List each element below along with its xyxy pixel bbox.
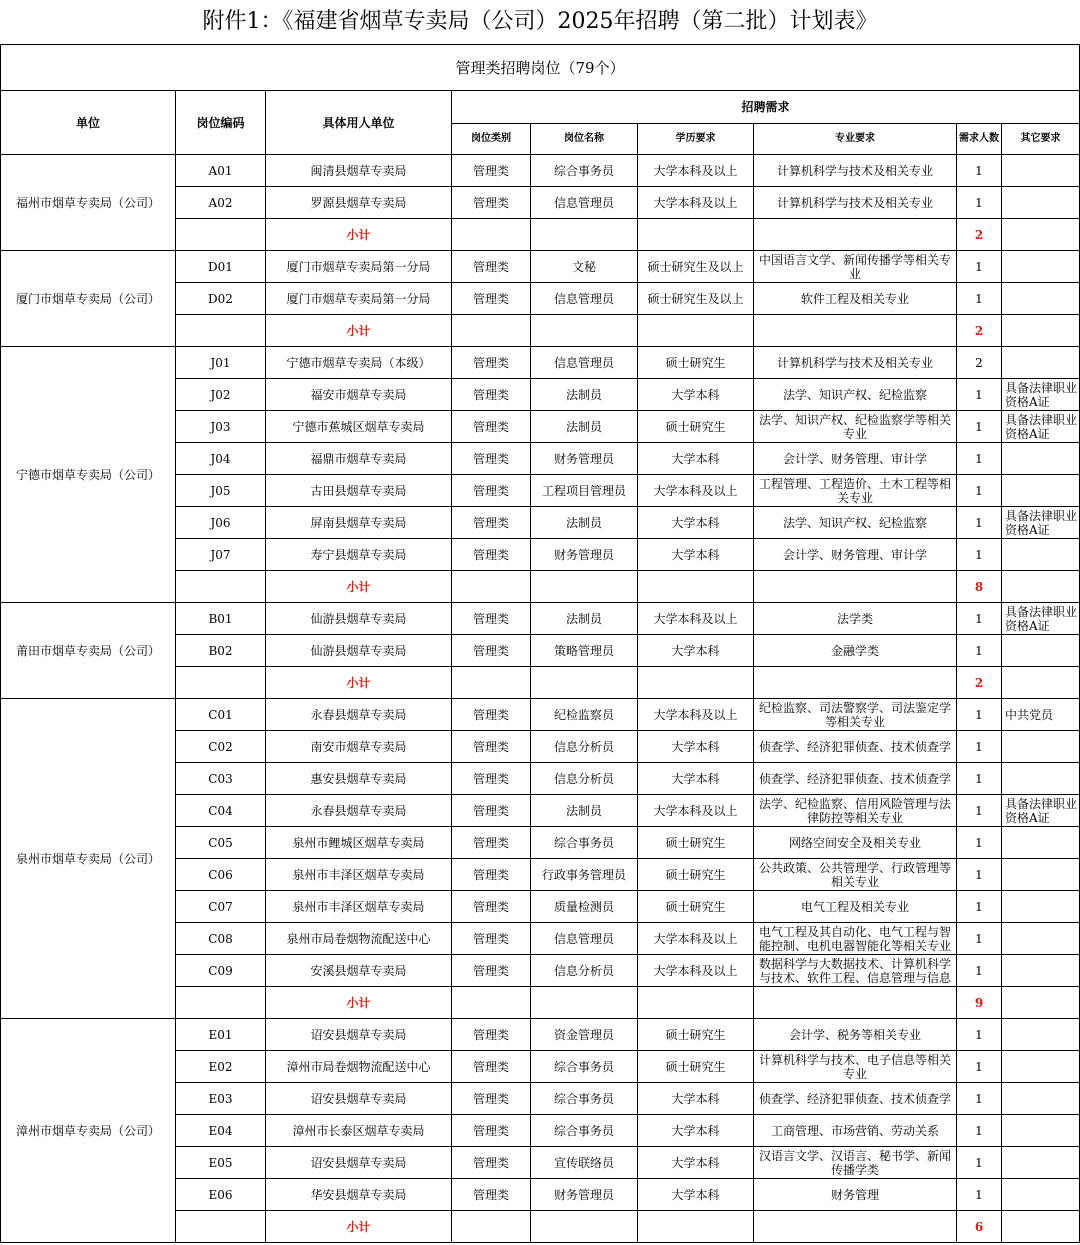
code-cell: E04: [176, 1115, 266, 1147]
position-name-cell: 法制员: [531, 379, 638, 411]
blank-cell: [531, 219, 638, 251]
other-requirement-cell: [1002, 635, 1080, 667]
code-cell: B01: [176, 603, 266, 635]
blank-cell: [452, 667, 531, 699]
other-requirement-cell: [1002, 539, 1080, 571]
education-cell: 硕士研究生: [638, 891, 754, 923]
dept-cell: 仙游县烟草专卖局: [266, 603, 452, 635]
education-cell: 大学本科及以上: [638, 955, 754, 987]
blank-cell: [754, 1211, 957, 1243]
blank-cell: [176, 667, 266, 699]
dept-cell: 宁德市蕉城区烟草专卖局: [266, 411, 452, 443]
major-cell: 汉语言文学、汉语言、秘书学、新闻传播学类: [754, 1147, 957, 1179]
dept-cell: 永春县烟草专卖局: [266, 795, 452, 827]
major-cell: 计算机科学与技术、电子信息等相关专业: [754, 1051, 957, 1083]
position-name-cell: 文秘: [531, 251, 638, 283]
major-cell: 工商管理、市场营销、劳动关系: [754, 1115, 957, 1147]
count-cell: 1: [957, 1115, 1002, 1147]
other-requirement-cell: [1002, 1115, 1080, 1147]
code-cell: C01: [176, 699, 266, 731]
category-cell: 管理类: [452, 699, 531, 731]
count-cell: 1: [957, 411, 1002, 443]
position-name-cell: 质量检测员: [531, 891, 638, 923]
dept-cell: 仙游县烟草专卖局: [266, 635, 452, 667]
position-name-cell: 法制员: [531, 411, 638, 443]
position-name-cell: 财务管理员: [531, 1179, 638, 1211]
unit-cell: 莆田市烟草专卖局（公司）: [1, 603, 176, 699]
count-cell: 1: [957, 955, 1002, 987]
blank-cell: [452, 1211, 531, 1243]
code-cell: D01: [176, 251, 266, 283]
subtotal-count: 6: [957, 1211, 1002, 1243]
major-cell: 侦查学、经济犯罪侦查、技术侦查学: [754, 763, 957, 795]
count-cell: 1: [957, 1083, 1002, 1115]
position-name-cell: 法制员: [531, 507, 638, 539]
blank-cell: [638, 667, 754, 699]
blank-cell: [638, 1211, 754, 1243]
major-cell: 软件工程及相关专业: [754, 283, 957, 315]
dept-cell: 宁德市烟草专卖局（本级）: [266, 347, 452, 379]
count-cell: 1: [957, 1019, 1002, 1051]
other-requirement-cell: [1002, 475, 1080, 507]
count-cell: 1: [957, 1147, 1002, 1179]
position-name-cell: 信息管理员: [531, 347, 638, 379]
header-name: 岗位名称: [531, 124, 638, 155]
header-other: 其它要求: [1002, 124, 1080, 155]
count-cell: 1: [957, 891, 1002, 923]
category-cell: 管理类: [452, 379, 531, 411]
subtotal-count: 2: [957, 219, 1002, 251]
dept-cell: 惠安县烟草专卖局: [266, 763, 452, 795]
position-name-cell: 综合事务员: [531, 1051, 638, 1083]
category-cell: 管理类: [452, 155, 531, 187]
other-requirement-cell: [1002, 1051, 1080, 1083]
code-cell: C03: [176, 763, 266, 795]
unit-cell: 宁德市烟草专卖局（公司）: [1, 347, 176, 603]
count-cell: 1: [957, 827, 1002, 859]
category-cell: 管理类: [452, 859, 531, 891]
count-cell: 1: [957, 475, 1002, 507]
education-cell: 大学本科: [638, 539, 754, 571]
category-cell: 管理类: [452, 955, 531, 987]
code-cell: C08: [176, 923, 266, 955]
category-cell: 管理类: [452, 795, 531, 827]
education-cell: 大学本科: [638, 1179, 754, 1211]
dept-cell: 寿宁县烟草专卖局: [266, 539, 452, 571]
subtotal-count: 8: [957, 571, 1002, 603]
education-cell: 硕士研究生: [638, 347, 754, 379]
code-cell: J01: [176, 347, 266, 379]
major-cell: 计算机科学与技术及相关专业: [754, 187, 957, 219]
education-cell: 大学本科: [638, 379, 754, 411]
major-cell: 金融学类: [754, 635, 957, 667]
blank-cell: [754, 315, 957, 347]
subtotal-label: 小计: [266, 667, 452, 699]
code-cell: J05: [176, 475, 266, 507]
blank-cell: [531, 667, 638, 699]
dept-cell: 诏安县烟草专卖局: [266, 1083, 452, 1115]
major-cell: 电气工程及其自动化、电气工程与智能控制、电机电器智能化等相关专业: [754, 923, 957, 955]
subtotal-count: 2: [957, 667, 1002, 699]
other-requirement-cell: [1002, 283, 1080, 315]
table-row: [1, 251, 1080, 283]
table-row: [1, 1019, 1080, 1051]
count-cell: 1: [957, 507, 1002, 539]
blank-cell: [1002, 571, 1080, 603]
count-cell: 1: [957, 859, 1002, 891]
blank-cell: [754, 571, 957, 603]
header-major: 专业要求: [754, 124, 957, 155]
education-cell: 大学本科: [638, 1115, 754, 1147]
count-cell: 2: [957, 347, 1002, 379]
major-cell: 数据科学与大数据技术、计算机科学与技术、软件工程、信息管理与信息: [754, 955, 957, 987]
education-cell: 大学本科及以上: [638, 155, 754, 187]
blank-cell: [1002, 315, 1080, 347]
dept-cell: 闽清县烟草专卖局: [266, 155, 452, 187]
other-requirement-cell: [1002, 251, 1080, 283]
other-requirement-cell: [1002, 891, 1080, 923]
code-cell: J07: [176, 539, 266, 571]
code-cell: A01: [176, 155, 266, 187]
blank-cell: [176, 219, 266, 251]
blank-cell: [1002, 219, 1080, 251]
position-name-cell: 信息分析员: [531, 731, 638, 763]
blank-cell: [1002, 987, 1080, 1019]
education-cell: 大学本科: [638, 1083, 754, 1115]
major-cell: 网络空间安全及相关专业: [754, 827, 957, 859]
header-category: 岗位类别: [452, 124, 531, 155]
unit-cell: 泉州市烟草专卖局（公司）: [1, 699, 176, 1019]
major-cell: 法学、纪检监察、信用风险管理与法律防控等相关专业: [754, 795, 957, 827]
blank-cell: [452, 219, 531, 251]
major-cell: 财务管理: [754, 1179, 957, 1211]
dept-cell: 泉州市局卷烟物流配送中心: [266, 923, 452, 955]
category-cell: 管理类: [452, 1179, 531, 1211]
blank-cell: [176, 571, 266, 603]
code-cell: J06: [176, 507, 266, 539]
count-cell: 1: [957, 283, 1002, 315]
category-cell: 管理类: [452, 923, 531, 955]
major-cell: 会计学、财务管理、审计学: [754, 539, 957, 571]
other-requirement-cell: [1002, 187, 1080, 219]
position-name-cell: 综合事务员: [531, 827, 638, 859]
code-cell: C02: [176, 731, 266, 763]
subtotal-count: 2: [957, 315, 1002, 347]
blank-cell: [531, 315, 638, 347]
header-unit: 单位: [1, 91, 176, 155]
education-cell: 硕士研究生及以上: [638, 283, 754, 315]
count-cell: 1: [957, 379, 1002, 411]
other-requirement-cell: [1002, 1147, 1080, 1179]
header-code: 岗位编码: [176, 91, 266, 155]
other-requirement-cell: [1002, 827, 1080, 859]
other-requirement-cell: 具备法律职业资格A证: [1002, 411, 1080, 443]
other-requirement-cell: 中共党员: [1002, 699, 1080, 731]
other-requirement-cell: 具备法律职业资格A证: [1002, 507, 1080, 539]
recruitment-plan-table: [0, 44, 1080, 1243]
dept-cell: 安溪县烟草专卖局: [266, 955, 452, 987]
other-requirement-cell: [1002, 1179, 1080, 1211]
blank-cell: [754, 219, 957, 251]
education-cell: 硕士研究生: [638, 859, 754, 891]
count-cell: 1: [957, 923, 1002, 955]
other-requirement-cell: [1002, 1019, 1080, 1051]
blank-cell: [452, 571, 531, 603]
education-cell: 大学本科及以上: [638, 923, 754, 955]
category-cell: 管理类: [452, 1083, 531, 1115]
major-cell: 侦查学、经济犯罪侦查、技术侦查学: [754, 731, 957, 763]
blank-cell: [452, 315, 531, 347]
education-cell: 大学本科: [638, 507, 754, 539]
position-name-cell: 信息管理员: [531, 283, 638, 315]
category-cell: 管理类: [452, 763, 531, 795]
category-cell: 管理类: [452, 251, 531, 283]
count-cell: 1: [957, 763, 1002, 795]
dept-cell: 厦门市烟草专卖局第一分局: [266, 251, 452, 283]
education-cell: 硕士研究生: [638, 1019, 754, 1051]
position-name-cell: 信息管理员: [531, 923, 638, 955]
category-cell: 管理类: [452, 1019, 531, 1051]
dept-cell: 漳州市长泰区烟草专卖局: [266, 1115, 452, 1147]
other-requirement-cell: [1002, 955, 1080, 987]
education-cell: 大学本科: [638, 443, 754, 475]
dept-cell: 漳州市局卷烟物流配送中心: [266, 1051, 452, 1083]
header-dept: 具体用人单位: [266, 91, 452, 155]
category-cell: 管理类: [452, 283, 531, 315]
category-cell: 管理类: [452, 1051, 531, 1083]
code-cell: D02: [176, 283, 266, 315]
code-cell: E03: [176, 1083, 266, 1115]
other-requirement-cell: [1002, 923, 1080, 955]
other-requirement-cell: [1002, 155, 1080, 187]
document-title: 附件1：《福建省烟草专卖局（公司）2025年招聘（第二批）计划表》: [202, 9, 878, 34]
position-name-cell: 策略管理员: [531, 635, 638, 667]
other-requirement-cell: [1002, 763, 1080, 795]
blank-cell: [531, 571, 638, 603]
position-name-cell: 资金管理员: [531, 1019, 638, 1051]
major-cell: 会计学、财务管理、审计学: [754, 443, 957, 475]
blank-cell: [452, 987, 531, 1019]
education-cell: 大学本科及以上: [638, 603, 754, 635]
other-requirement-cell: [1002, 347, 1080, 379]
code-cell: J03: [176, 411, 266, 443]
count-cell: 1: [957, 539, 1002, 571]
major-cell: 中国语言文学、新闻传播学等相关专业: [754, 251, 957, 283]
code-cell: C09: [176, 955, 266, 987]
count-cell: 1: [957, 187, 1002, 219]
blank-cell: [638, 315, 754, 347]
table-row: [1, 347, 1080, 379]
education-cell: 大学本科及以上: [638, 795, 754, 827]
code-cell: C07: [176, 891, 266, 923]
header-count: 需求人数: [957, 124, 1002, 155]
count-cell: 1: [957, 155, 1002, 187]
major-cell: 计算机科学与技术及相关专业: [754, 155, 957, 187]
code-cell: J04: [176, 443, 266, 475]
major-cell: 法学类: [754, 603, 957, 635]
code-cell: C06: [176, 859, 266, 891]
dept-cell: 诏安县烟草专卖局: [266, 1147, 452, 1179]
table-row: [1, 155, 1080, 187]
dept-cell: 永春县烟草专卖局: [266, 699, 452, 731]
position-name-cell: 宣传联络员: [531, 1147, 638, 1179]
other-requirement-cell: 具备法律职业资格A证: [1002, 603, 1080, 635]
header-edu: 学历要求: [638, 124, 754, 155]
category-cell: 管理类: [452, 635, 531, 667]
count-cell: 1: [957, 731, 1002, 763]
category-cell: 管理类: [452, 475, 531, 507]
count-cell: 1: [957, 1179, 1002, 1211]
code-cell: C04: [176, 795, 266, 827]
code-cell: E02: [176, 1051, 266, 1083]
category-cell: 管理类: [452, 443, 531, 475]
dept-cell: 诏安县烟草专卖局: [266, 1019, 452, 1051]
unit-cell: 厦门市烟草专卖局（公司）: [1, 251, 176, 347]
blank-cell: [176, 1211, 266, 1243]
education-cell: 大学本科: [638, 731, 754, 763]
other-requirement-cell: [1002, 859, 1080, 891]
position-name-cell: 综合事务员: [531, 155, 638, 187]
category-cell: 管理类: [452, 187, 531, 219]
dept-cell: 罗源县烟草专卖局: [266, 187, 452, 219]
table-row: [1, 699, 1080, 731]
count-cell: 1: [957, 603, 1002, 635]
dept-cell: 南安市烟草专卖局: [266, 731, 452, 763]
position-name-cell: 财务管理员: [531, 539, 638, 571]
position-name-cell: 法制员: [531, 795, 638, 827]
category-cell: 管理类: [452, 411, 531, 443]
dept-cell: 泉州市丰泽区烟草专卖局: [266, 891, 452, 923]
blank-cell: [638, 987, 754, 1019]
header-demand: 招聘需求: [452, 91, 1080, 124]
dept-cell: 泉州市鲤城区烟草专卖局: [266, 827, 452, 859]
dept-cell: 屏南县烟草专卖局: [266, 507, 452, 539]
blank-cell: [638, 571, 754, 603]
subtotal-label: 小计: [266, 987, 452, 1019]
code-cell: E05: [176, 1147, 266, 1179]
position-name-cell: 信息管理员: [531, 187, 638, 219]
major-cell: 法学、知识产权、纪检监察: [754, 507, 957, 539]
category-cell: 管理类: [452, 891, 531, 923]
count-cell: 1: [957, 635, 1002, 667]
blank-cell: [176, 315, 266, 347]
major-cell: 会计学、税务等相关专业: [754, 1019, 957, 1051]
count-cell: 1: [957, 699, 1002, 731]
blank-cell: [1002, 1211, 1080, 1243]
subtotal-count: 9: [957, 987, 1002, 1019]
position-name-cell: 法制员: [531, 603, 638, 635]
education-cell: 大学本科: [638, 763, 754, 795]
dept-cell: 古田县烟草专卖局: [266, 475, 452, 507]
position-name-cell: 纪检监察员: [531, 699, 638, 731]
blank-cell: [638, 219, 754, 251]
dept-cell: 福安市烟草专卖局: [266, 379, 452, 411]
count-cell: 1: [957, 1051, 1002, 1083]
position-name-cell: 行政事务管理员: [531, 859, 638, 891]
code-cell: B02: [176, 635, 266, 667]
blank-cell: [1002, 667, 1080, 699]
position-name-cell: 综合事务员: [531, 1115, 638, 1147]
education-cell: 大学本科: [638, 635, 754, 667]
education-cell: 大学本科及以上: [638, 699, 754, 731]
category-cell: 管理类: [452, 507, 531, 539]
category-cell: 管理类: [452, 827, 531, 859]
major-cell: 侦查学、经济犯罪侦查、技术侦查学: [754, 1083, 957, 1115]
education-cell: 硕士研究生: [638, 1051, 754, 1083]
position-name-cell: 信息分析员: [531, 763, 638, 795]
other-requirement-cell: 具备法律职业资格A证: [1002, 795, 1080, 827]
other-requirement-cell: [1002, 731, 1080, 763]
blank-cell: [531, 987, 638, 1019]
blank-cell: [176, 987, 266, 1019]
category-cell: 管理类: [452, 603, 531, 635]
category-cell: 管理类: [452, 347, 531, 379]
subtotal-label: 小计: [266, 315, 452, 347]
dept-cell: 泉州市丰泽区烟草专卖局: [266, 859, 452, 891]
major-cell: 纪检监察、司法警察学、司法鉴定学等相关专业: [754, 699, 957, 731]
subtotal-label: 小计: [266, 571, 452, 603]
education-cell: 硕士研究生: [638, 827, 754, 859]
blank-cell: [754, 987, 957, 1019]
code-cell: E06: [176, 1179, 266, 1211]
blank-cell: [531, 1211, 638, 1243]
major-cell: 电气工程及相关专业: [754, 891, 957, 923]
major-cell: 公共政策、公共管理学、行政管理等相关专业: [754, 859, 957, 891]
unit-cell: 漳州市烟草专卖局（公司）: [1, 1019, 176, 1243]
education-cell: 硕士研究生: [638, 411, 754, 443]
education-cell: 硕士研究生及以上: [638, 251, 754, 283]
dept-cell: 华安县烟草专卖局: [266, 1179, 452, 1211]
code-cell: A02: [176, 187, 266, 219]
other-requirement-cell: [1002, 443, 1080, 475]
count-cell: 1: [957, 251, 1002, 283]
major-cell: 计算机科学与技术及相关专业: [754, 347, 957, 379]
unit-cell: 福州市烟草专卖局（公司）: [1, 155, 176, 251]
category-cell: 管理类: [452, 539, 531, 571]
subtotal-label: 小计: [266, 1211, 452, 1243]
table-row: [1, 603, 1080, 635]
count-cell: 1: [957, 443, 1002, 475]
position-name-cell: 信息分析员: [531, 955, 638, 987]
subtotal-label: 小计: [266, 219, 452, 251]
major-cell: 工程管理、工程造价、土木工程等相关专业: [754, 475, 957, 507]
other-requirement-cell: [1002, 1083, 1080, 1115]
other-requirement-cell: 具备法律职业资格A证: [1002, 379, 1080, 411]
table-caption: 管理类招聘岗位（79个）: [1, 45, 1080, 91]
education-cell: 大学本科: [638, 1147, 754, 1179]
position-name-cell: 综合事务员: [531, 1083, 638, 1115]
position-name-cell: 财务管理员: [531, 443, 638, 475]
code-cell: C05: [176, 827, 266, 859]
position-name-cell: 工程项目管理员: [531, 475, 638, 507]
code-cell: E01: [176, 1019, 266, 1051]
category-cell: 管理类: [452, 1115, 531, 1147]
dept-cell: 厦门市烟草专卖局第一分局: [266, 283, 452, 315]
education-cell: 大学本科及以上: [638, 187, 754, 219]
category-cell: 管理类: [452, 731, 531, 763]
major-cell: 法学、知识产权、纪检监察学等相关专业: [754, 411, 957, 443]
code-cell: J02: [176, 379, 266, 411]
education-cell: 大学本科及以上: [638, 475, 754, 507]
blank-cell: [754, 667, 957, 699]
count-cell: 1: [957, 795, 1002, 827]
category-cell: 管理类: [452, 1147, 531, 1179]
dept-cell: 福鼎市烟草专卖局: [266, 443, 452, 475]
major-cell: 法学、知识产权、纪检监察: [754, 379, 957, 411]
